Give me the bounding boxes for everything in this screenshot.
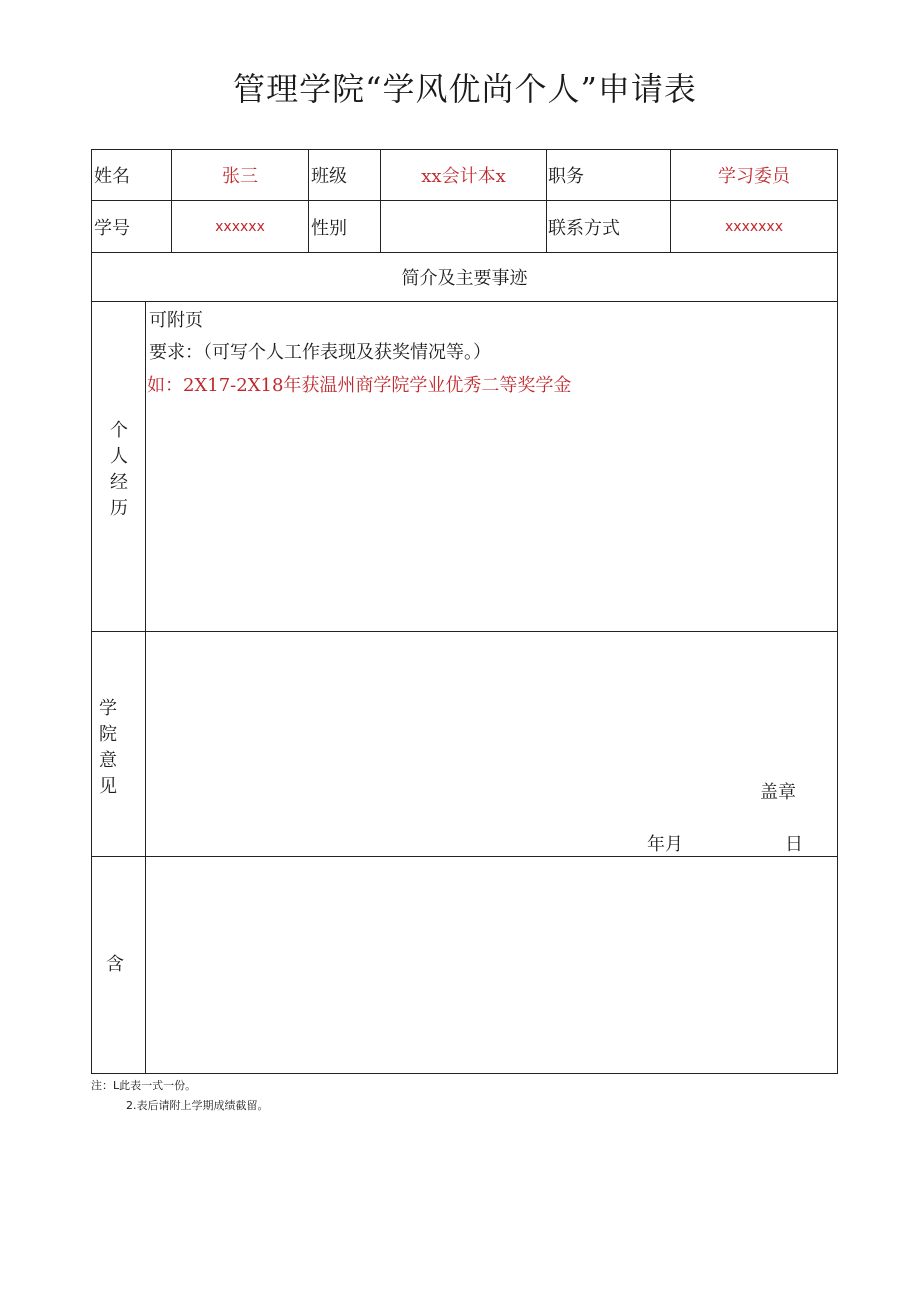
contact-label: 联系方式 <box>548 217 620 239</box>
contact-field[interactable]: xxxxxxx <box>725 218 783 235</box>
gender-label: 性别 <box>311 217 347 239</box>
experience-line-attach: 可附页 <box>149 310 203 331</box>
gender-field[interactable] <box>381 201 546 252</box>
experience-line-example: 如：2X17-2X18年获温州商学院学业优秀二等奖学金 <box>147 375 572 396</box>
student-id-field[interactable]: xxxxxx <box>215 218 265 235</box>
application-form <box>91 149 838 1074</box>
bottom-section-input-area[interactable] <box>146 857 836 1072</box>
seal-label: 盖章 <box>760 782 796 803</box>
experience-line-requirement: 要求：（可写个人工作表现及获奖情况等。） <box>149 342 491 363</box>
class-label: 班级 <box>311 166 347 187</box>
experience-label: 个人经历 <box>110 420 128 519</box>
class-field[interactable]: xx会计本x <box>421 166 506 187</box>
col-divider <box>308 150 309 252</box>
student-id-label: 学号 <box>94 217 130 239</box>
college-opinion-label: 学院意见 <box>99 698 117 797</box>
bottom-section-label: 含 <box>106 954 124 975</box>
position-label: 职务 <box>548 166 584 187</box>
date-year-month: 年月 <box>647 834 683 855</box>
position-field[interactable]: 学习委员 <box>718 166 790 187</box>
date-day: 日 <box>785 834 803 855</box>
name-label: 姓名 <box>94 166 130 187</box>
page-title: 管理学院“学风优尚个人”申请表 <box>233 70 697 108</box>
note-1: 注：L此表一式一份。 <box>91 1079 197 1092</box>
note-2: 2.表后请附上学期成绩截留。 <box>126 1099 269 1112</box>
col-divider <box>546 150 547 252</box>
college-opinion-input-area[interactable] <box>146 632 836 772</box>
experience-input-area[interactable] <box>146 400 836 630</box>
section-header: 简介及主要事迹 <box>401 268 528 289</box>
name-field[interactable]: 张三 <box>222 166 258 187</box>
row-divider <box>92 301 837 302</box>
